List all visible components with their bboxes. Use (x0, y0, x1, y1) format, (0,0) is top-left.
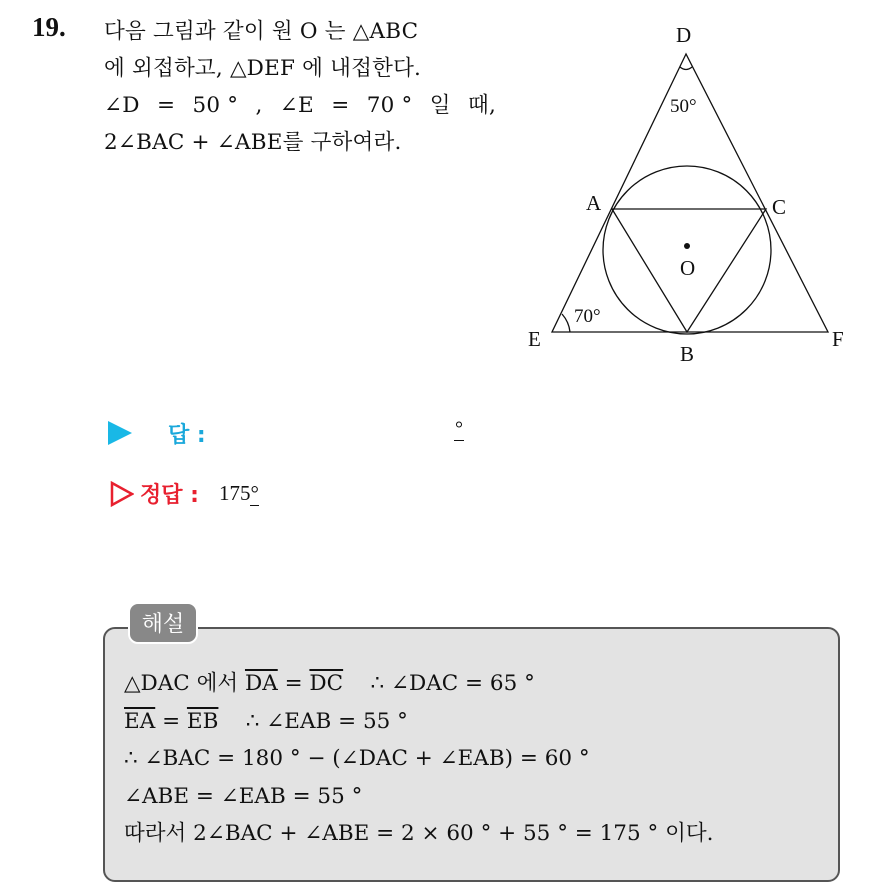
correct-number: 175 (218, 481, 251, 505)
explanation-line-2 (124, 703, 713, 741)
explanation-line-5: 따라서 2∠BAC + ∠ABE = 2 × 60 ° + 55 ° = 175 ° 이다. (124, 821, 714, 846)
q3-part: ∠E (279, 93, 314, 118)
correct-unit: ° (250, 481, 259, 505)
label-f: F (832, 327, 844, 351)
segment-da: $\overline{DA}$ (244, 671, 278, 696)
question-line-1: 다음 그림과 같이 원 O 는 △ABC (104, 19, 419, 44)
answer-row (108, 418, 206, 448)
expl-text: ∴ ∠DAC = 65 ° (343, 671, 535, 696)
question-line-2: 에 외접하고, △DEF 에 내접한다. (104, 56, 422, 81)
q3-part: ∠D (104, 93, 140, 118)
expl-text: △DAC 에서 (124, 671, 245, 696)
segment-dc: $\overline{DC}$ (309, 671, 344, 696)
label-angle-d: 50° (670, 96, 697, 117)
q3-part: 70 ° (366, 93, 413, 118)
answer-label: 답 : (168, 422, 206, 448)
explanation-line-4: ∠ABE = ∠EAB = 55 ° (124, 783, 363, 809)
circle-o (603, 166, 771, 334)
q3-part: 50 ° (192, 93, 239, 118)
question-line-4: 2∠BAC + ∠ABE를 구하여라. (104, 130, 402, 155)
q3-part: = (156, 93, 176, 118)
question-line-3 (104, 87, 496, 124)
center-dot (684, 243, 690, 249)
correct-answer-row (110, 478, 259, 509)
q3-part: 일 (429, 93, 451, 118)
explanation-line-1 (124, 665, 713, 703)
expl-text: = (277, 671, 310, 696)
label-d: D (676, 23, 692, 47)
play-triangle-icon (108, 421, 132, 445)
explanation-tag: 해설 (128, 602, 198, 644)
expl-text: ∴ ∠EAB = 55 ° (218, 708, 408, 734)
answer-blank[interactable]: ° (455, 418, 463, 440)
outline-triangle-icon (110, 481, 134, 507)
label-o: O (680, 256, 696, 280)
q3-part: = (331, 93, 350, 118)
expl-text: = (155, 708, 187, 734)
angle-d-arc (680, 67, 692, 70)
q3-part: 때, (467, 93, 496, 118)
explanation-line-3: ∴ ∠BAC = 180 ° − (∠DAC + ∠EAB) = 60 ° (124, 746, 590, 771)
explanation-body (124, 665, 713, 853)
question-number: 19. (32, 12, 66, 42)
label-a: A (586, 191, 602, 215)
angle-e-arc (562, 314, 570, 332)
segment-eb: $\overline{EB}$ (186, 708, 219, 734)
label-e: E (528, 327, 541, 351)
question-text (104, 13, 496, 161)
label-b: B (680, 342, 695, 366)
q3-part: , (255, 93, 263, 118)
label-angle-e: 70° (574, 306, 601, 327)
correct-label: 정답 : (140, 483, 199, 508)
segment-ea: $\overline{EA}$ (124, 708, 156, 734)
label-c: C (772, 195, 787, 219)
correct-value (219, 481, 259, 506)
geometry-figure (520, 18, 860, 368)
